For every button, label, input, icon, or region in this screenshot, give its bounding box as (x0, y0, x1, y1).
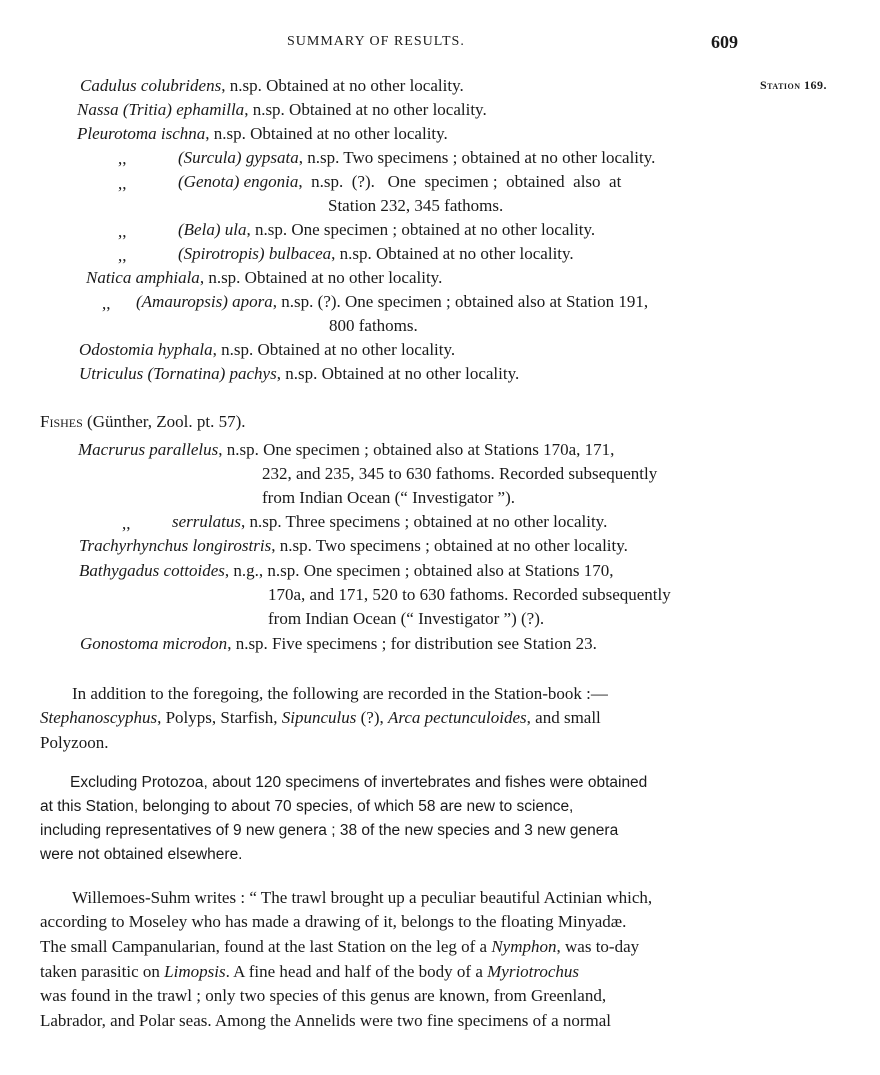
species-entry (77, 100, 487, 120)
species-name: Gonostoma microdon (80, 634, 228, 653)
species-name: (Genota) engonia (178, 172, 299, 191)
species-name: Cadulus colubridens (80, 76, 222, 95)
ditto-mark: ,, (118, 246, 127, 265)
page-number: 609 (711, 32, 738, 52)
species-note: , n.sp. (?). One specimen ; obtained also at Station 191, (272, 292, 649, 311)
paragraph-line: Willemoes-Suhm writes : “ The trawl brought up a peculiar beautiful Actinian which, (72, 888, 653, 907)
species-entry (80, 634, 597, 654)
species-name: Macrurus parallelus (78, 440, 219, 459)
species-entry (79, 364, 519, 384)
species-entry (178, 148, 655, 168)
paragraph-line: was found in the trawl ; only two species of this genus are known, from Greenland, (40, 986, 607, 1005)
species-name: Trachyrhynchus longirostris (79, 536, 272, 555)
paragraph-line: Labrador, and Polar seas. Among the Annelids were two fine specimens of a normal (40, 1011, 612, 1030)
text-run: taken parasitic on (40, 962, 165, 981)
paragraph-line: at this Station, belonging to about 70 species, of which 58 are new to science, (40, 798, 574, 815)
species-name: Utriculus (Tornatina) pachys (79, 364, 277, 383)
text-run: , and small (526, 708, 601, 727)
species-entry (79, 340, 455, 360)
section-heading (40, 412, 245, 432)
species-note: , n.g., n.sp. One specimen ; obtained also at Stations 170, (224, 561, 614, 580)
species-note: , n.sp. Obtained at no other locality. (199, 268, 443, 287)
paragraph-line (40, 937, 639, 957)
text-run: . A fine head and half of the body of a (225, 962, 488, 981)
species-name: Nassa (Tritia) ephamilla (77, 100, 245, 119)
species-note: , n.sp. Obtained at no other locality. (205, 124, 448, 143)
species-note: , n.sp. Obtained at no other locality. (221, 76, 464, 95)
species-name: (Bela) ula (178, 220, 247, 239)
species-entry (79, 561, 614, 581)
species-note: , n.sp. One specimen ; obtained at no other locality. (246, 220, 596, 239)
ditto-mark: ,, (122, 514, 131, 533)
species-note: , n.sp. Obtained at no other locality. (244, 100, 487, 119)
species-name: (Surcula) gypsata (178, 148, 299, 167)
paragraph-line: In addition to the foregoing, the following are recorded in the Station-book :— (72, 684, 608, 703)
species-note-continued: from Indian Ocean (“ Investigator ”). (262, 488, 515, 507)
text-run: (?), (356, 708, 389, 727)
species-name: Natica amphiala (86, 268, 200, 287)
species-note: , n.sp. Five specimens ; for distribution see Station 23. (227, 634, 597, 653)
species-note: , n.sp. Two specimens ; obtained at no other locality. (271, 536, 628, 555)
species-note-continued: 800 fathoms. (329, 316, 418, 335)
section-heading-ref: (Günther, Zool. pt. 57). (82, 412, 246, 431)
species-note-continued: 232, and 235, 345 to 630 fathoms. Recorded subsequently (262, 464, 658, 483)
paragraph-line (40, 962, 579, 982)
species-entry (178, 244, 574, 264)
species-note: , n.sp. Obtained at no other locality. (331, 244, 574, 263)
species-entry (172, 512, 607, 532)
text-run: , Polyps, Starfish, (157, 708, 282, 727)
species-note-continued: 170a, and 171, 520 to 630 fathoms. Recorded subsequently (268, 585, 671, 604)
species-name: (Amauropsis) apora (136, 292, 273, 311)
species-note: , n.sp. (?). One specimen ; obtained also at (298, 172, 622, 191)
species-note-continued: Station 232, 345 fathoms. (328, 196, 504, 215)
species-note: , n.sp. Two specimens ; obtained at no other locality. (298, 148, 656, 167)
species-note: , n.sp. One specimen ; obtained also at Stations 170a, 171, (218, 440, 615, 459)
species-entry (86, 268, 442, 288)
text-run: The small Campanularian, found at the last Station on the leg of a (40, 937, 492, 956)
species-entry (79, 536, 628, 556)
species-name: serrulatus (172, 512, 241, 531)
species-name: Pleurotoma ischna (77, 124, 206, 143)
paragraph-line: Excluding Protozoa, about 120 specimens of invertebrates and fishes were obtained (70, 774, 648, 791)
paragraph-line: including representatives of 9 new genera ; 38 of the new species and 3 new genera (40, 822, 619, 839)
ditto-mark: ,, (118, 174, 127, 193)
species-note-continued: from Indian Ocean (“ Investigator ”) (?). (268, 609, 545, 628)
species-name: (Spirotropis) bulbacea (178, 244, 332, 263)
taxon-name: Stephanoscyphus (40, 708, 158, 727)
ditto-mark: ,, (102, 294, 111, 313)
running-title: SUMMARY OF RESULTS. (287, 34, 465, 49)
species-entry (178, 172, 621, 192)
species-name: Bathygadus cottoides (79, 561, 225, 580)
species-entry (178, 220, 595, 240)
species-entry (136, 292, 648, 312)
species-note: , n.sp. Obtained at no other locality. (276, 364, 520, 383)
paragraph-line: Polyzoon. (40, 733, 109, 752)
species-note: , n.sp. Three specimens ; obtained at no other locality. (240, 512, 608, 531)
section-heading-label: Fishes (40, 412, 83, 431)
taxon-name: Myriotrochus (487, 962, 580, 981)
taxon-name: Arca pectunculoides (388, 708, 527, 727)
ditto-mark: ,, (118, 222, 127, 241)
species-note: , n.sp. Obtained at no other locality. (212, 340, 456, 359)
text-run: , was to-day (556, 937, 640, 956)
taxon-name: Sipunculus (281, 708, 357, 727)
species-entry (77, 124, 448, 144)
species-entry (80, 76, 464, 96)
station-label: Station 169. (760, 78, 828, 92)
taxon-name: Limopsis (164, 962, 226, 981)
paragraph-line: according to Moseley who has made a drawing of it, belongs to the floating Minyadæ. (40, 912, 627, 931)
species-name: Odostomia hyphala (79, 340, 213, 359)
paragraph-line: were not obtained elsewhere. (40, 846, 243, 863)
paragraph-line (40, 708, 601, 728)
taxon-name: Nymphon (491, 937, 557, 956)
species-entry (78, 440, 614, 460)
ditto-mark: ,, (118, 149, 127, 168)
